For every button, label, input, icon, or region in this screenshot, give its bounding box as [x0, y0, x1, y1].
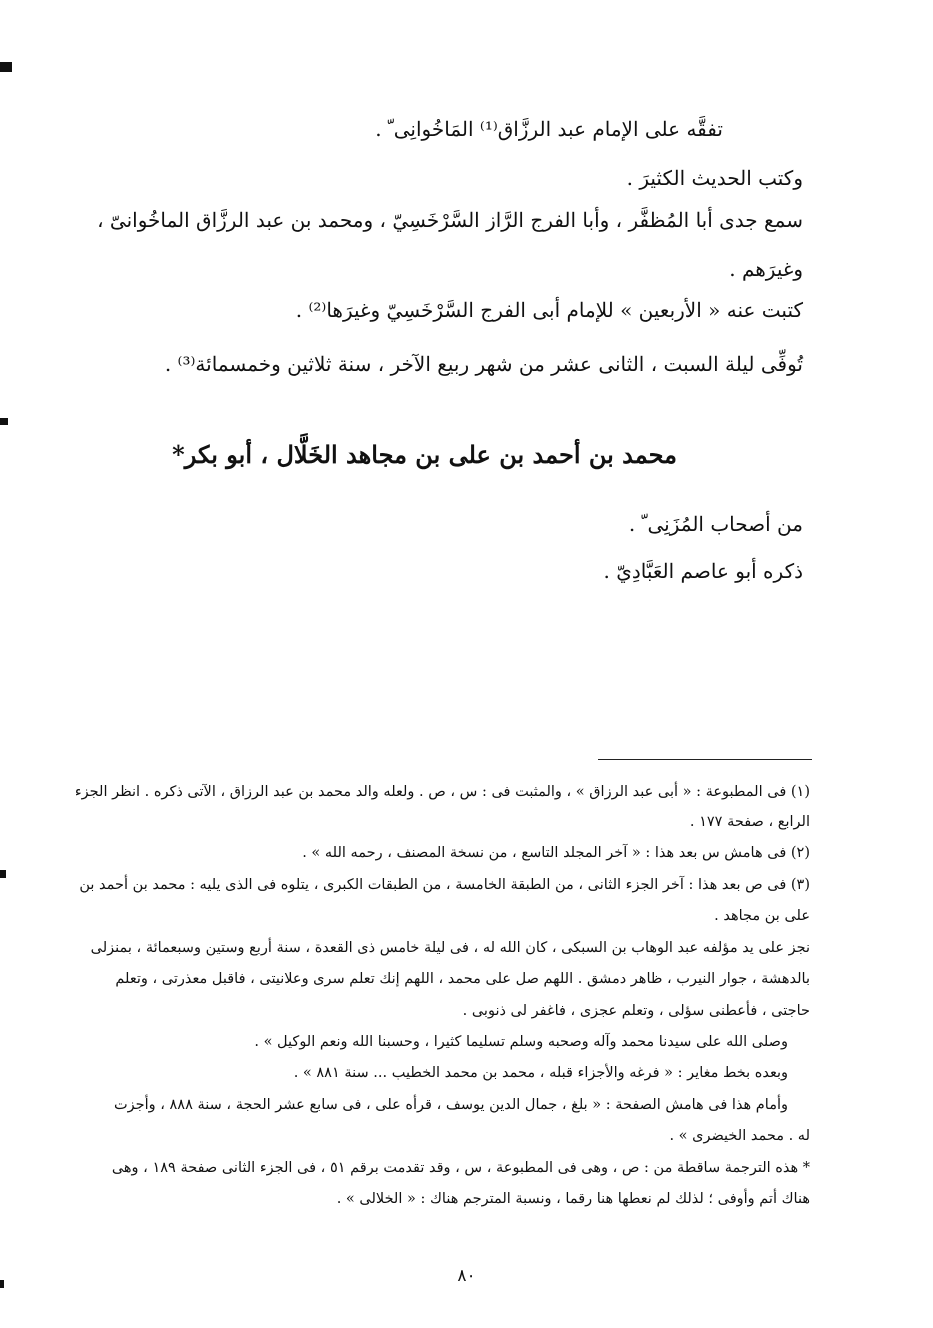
footnote-line: وبعده بخط مغاير : « فرغه والأجزاء قبله ، محمد بن محمد الخطيب ... سنة ٨٨١ » . [293, 1065, 788, 1081]
entry-line: من أصحاب المُزَنِى ّ . [628, 512, 803, 536]
footnote-line: (٢) فى هامش س بعد هذا : « آخر المجلد التاسع ، من نسخة المصنف ، رحمه الله » . [302, 845, 810, 861]
footnote-separator [598, 759, 812, 760]
footnote-line: له . محمد الخيضرى » . [669, 1128, 810, 1144]
body-line: تُوفِّى ليلة السبت ، الثانى عشر من شهر ربيع الآخر ، سنة ثلاثين وخمسمائة⁽³⁾ . [164, 352, 803, 376]
footnote-line: وأمام هذا فى هامش الصفحة : « بلغ ، جمال الدين يوسف ، قرأه على ، فى سابع عشر الحجة ، سنة ٨٨٨ ، وأجزت [113, 1097, 788, 1113]
footnote-line: (١) فى المطبوعة : « أبى عبد الرزاق » ، والمثبت فى : س ، ص . ولعله والد محمد بن عبد الرزاق ، الآتى ذكره . انظر الجزء [74, 784, 810, 800]
footnote-line: الرابع ، صفحة ١٧٧ . [689, 814, 810, 830]
entry-line: ذكره أبو عاصم العَبَّادِيّ . [603, 559, 803, 583]
footnote-line: هناك أتم وأوفى ؛ لذلك لم نعطها هنا رقما ، ونسبة المترجم هناك : « الخلالى » . [336, 1191, 810, 1207]
footnote-line: نجز على يد مؤلفه عبد الوهاب بن السبكى ، كان الله له ، فى ليلة خامس ذى القعدة ، سنة أربع وستين وسبعمائة ، بمنزلى [90, 940, 810, 956]
scan-edge-mark [0, 62, 12, 72]
body-line: وغيرَهم . [729, 257, 803, 281]
scan-edge-mark [0, 870, 6, 878]
footnote-line: وصلى الله على سيدنا محمد وآله وصحبه وسلم تسليما كثيرا ، وحسبنا الله ونعم الوكيل » . [254, 1034, 788, 1050]
body-line: كتبت عنه « الأربعين » للإمام أبى الفرج السَّرْخَسِيّ وغيرَها⁽²⁾ . [295, 298, 803, 322]
body-line: وكتب الحديث الكثيرَ . [626, 166, 803, 190]
body-line: سمع جدى أبا المُظفَّر ، وأبا الفرج الرَّاز السَّرْخَسِيّ ، ومحمد بن عبد الرزَّاق الماخُوانىّ ، [97, 208, 803, 232]
body-line: تفقَّه على الإمام عبد الرزَّاق⁽¹⁾ المَاخُوانِى ّ . [375, 117, 723, 141]
page-number: ٨٠ [457, 1266, 476, 1286]
footnote-line: على بن مجاهد . [714, 908, 810, 924]
scan-edge-mark [0, 418, 8, 425]
footnote-line: بالدهشة ، جوار النيرب ، ظاهر دمشق . اللهم صل على محمد ، اللهم إنك تعلم سرى وعلانيتى ، فاقبل معذرتى ، وتعلم [115, 971, 810, 987]
footnote-line: * هذه الترجمة ساقطة من : ص ، وهى فى المطبوعة ، س ، وقد تقدمت برقم ٥١ ، فى الجزء الثانى صفحة ١٨٩ ، وهى [111, 1160, 810, 1176]
footnote-line: حاجتى ، فأعطنى سؤلى ، وتعلم عجزى ، فاغفر لى ذنوبى . [462, 1003, 810, 1019]
footnote-line: (٣) فى ص بعد هذا : آخر الجزء الثانى ، من الطبقة الخامسة ، من الطبقات الكبرى ، يتلوه فى الذى يليه : محمد بن أحمد بن [79, 877, 810, 893]
entry-heading: محمد بن أحمد بن على بن مجاهد الخَلَّال ، أبو بكر* [172, 440, 677, 469]
